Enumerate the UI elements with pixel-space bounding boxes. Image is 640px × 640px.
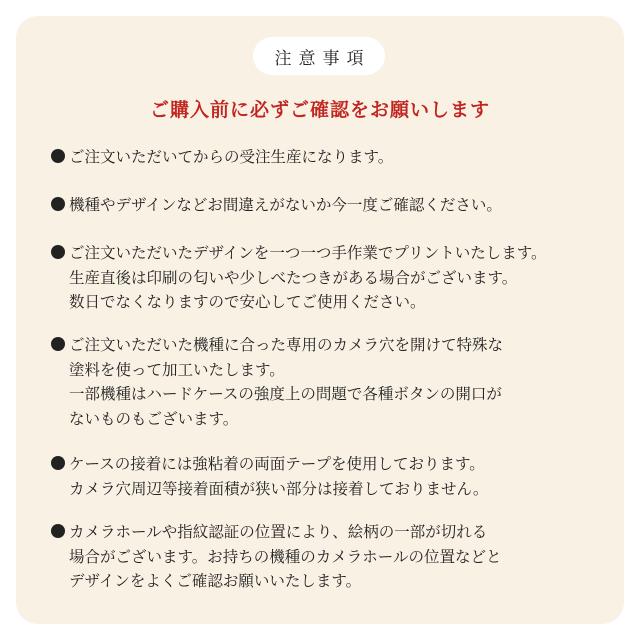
bullet-icon — [51, 149, 65, 163]
notice-line: ご注文いただいてからの受注生産になります。 — [51, 145, 393, 170]
notice-line: 一部機種はハードケースの強度上の問題で各種ボタンの開口が — [69, 385, 502, 403]
notice-line: ケースの接着には強粘着の両面テープを使用しております。 — [51, 452, 488, 477]
bullet-icon — [51, 197, 65, 211]
notice-line: ないものもございます。 — [69, 409, 239, 428]
notice-line: デザインをよくご確認お願いいたします。 — [69, 572, 362, 590]
notice-item — [51, 193, 502, 218]
notice-line: 場合がございます。お持ちの機種のカメラホールの位置などと — [69, 547, 502, 566]
page-title: 注意事項 — [253, 37, 385, 75]
notice-line: ご注文いただいた機種に合った専用のカメラ穴を開けて特殊な — [51, 333, 503, 358]
notice-line: カメラホールや指紋認証の位置により、絵柄の一部が切れる — [51, 520, 501, 545]
notice-line: カメラ穴周辺等接着面積が狭い部分は接着しておりません。 — [69, 479, 489, 498]
bullet-icon — [51, 456, 65, 470]
notice-item — [51, 333, 503, 431]
notice-item — [51, 452, 488, 501]
bullet-icon — [51, 337, 65, 351]
notice-item — [51, 520, 501, 594]
notice-line: ご注文いただいたデザインを一つ一つ手作業でプリントいたします。 — [51, 241, 547, 266]
notice-line: 生産直後は印刷の匂いや少しべたつきがある場合がございます。 — [69, 268, 518, 287]
notice-line: 機種やデザインなどお間違えがないか今一度ご確認ください。 — [51, 193, 502, 218]
notice-item — [51, 241, 547, 315]
bullet-icon — [51, 524, 65, 538]
notice-card — [16, 16, 624, 624]
page-subtitle: ご購入前に必ずご確認をお願いします — [149, 99, 490, 121]
notice-line: 数日でなくなりますので安心してご使用ください。 — [69, 293, 426, 311]
notice-line: 塗料を使って加工いたします。 — [69, 360, 285, 379]
bullet-icon — [51, 245, 65, 259]
notice-item — [51, 145, 393, 170]
